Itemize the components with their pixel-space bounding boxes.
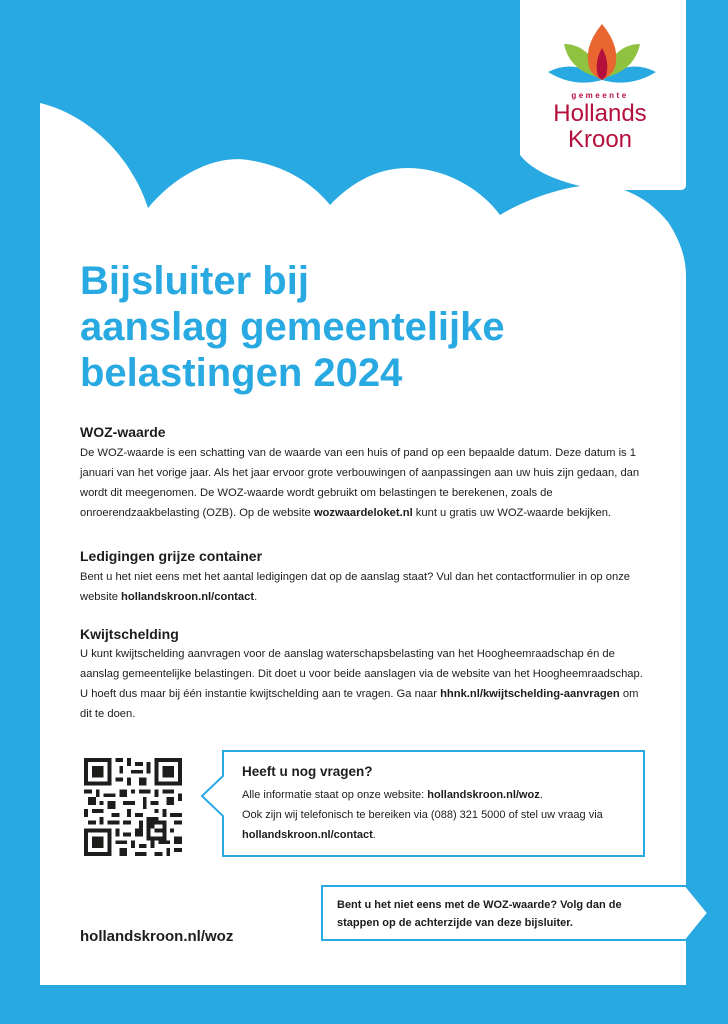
woz-arrow-box-text: Bent u het niet eens met de WOZ-waarde? Volg dan de stappen op de achterzijde van deze bijsluiter. — [337, 899, 622, 929]
qr-code-icon[interactable] — [84, 758, 182, 856]
body-text: . — [254, 591, 258, 603]
body-text: U kunt kwijtschelding aanvragen voor de aanslag waterschapsbelasting van het Hoogheemraadschap én de aanslag gemeentelijke belastingen. Dit doet u voor beide aanslagen via de website van het Hoogheemraadschap. U hoeft dus maar bij één instantie kwijtschelding aan te vragen. Ga naar — [80, 648, 643, 700]
section-heading-kwijtschelding: Kwijtschelding — [80, 626, 179, 642]
section-body-kwijtschelding — [80, 644, 650, 724]
logo-word-kroon: Kroon — [567, 126, 633, 153]
body-text: Alle informatie staat op onze website: — [242, 789, 428, 801]
tulip-logo-icon — [546, 22, 658, 92]
title-line: belastingen 2024 — [80, 351, 403, 395]
body-text: kunt u gratis uw WOZ-waarde bekijken. — [412, 507, 612, 519]
body-text: . — [539, 789, 543, 801]
title-line: Bijsluiter bij — [80, 259, 309, 303]
link-contact[interactable]: hollandskroon.nl/contact — [121, 591, 255, 603]
logo-top-word: gemeente — [571, 91, 629, 100]
body-text: . — [372, 829, 376, 841]
section-heading-ledigingen: Ledigingen grijze container — [80, 548, 263, 564]
section-heading-woz: WOZ-waarde — [80, 424, 166, 440]
title-line: aanslag gemeentelijke — [80, 305, 505, 349]
section-body-ledigingen — [80, 567, 650, 607]
body-text: Bent u het niet eens met het aantal ledigingen dat op de aanslag staat? Vul dan het contactformulier in op onze website — [80, 571, 631, 603]
section-body-woz — [80, 443, 650, 523]
page-title — [80, 258, 640, 396]
questions-title: Heeft u nog vragen? — [242, 764, 373, 779]
body-text: Ook zijn wij telefonisch te bereiken via (088) 321 5000 of stel uw vraag via — [242, 809, 603, 821]
questions-callout — [242, 764, 637, 845]
link-hhnk[interactable]: hhnk.nl/kwijtschelding-aanvragen — [440, 688, 620, 700]
link-wozwaardeloket[interactable]: wozwaardeloket.nl — [313, 507, 413, 519]
link-hollandskroon-contact[interactable]: hollandskroon.nl/contact — [242, 829, 373, 841]
body-text: De WOZ-waarde is een schatting van de waarde van een huis of pand op een bepaalde datum. Deze datum is 1 januari van het vorige jaar. Als het jaar ervoor grote verbouwingen of aanpassingen aan uw huis zijn gedaan, dan wordt dit meegenomen. De WOZ-waarde wordt gebruikt om belastingen te berekenen, zoals de onroerendzaakbelasting (OZB). Op de website — [80, 447, 640, 519]
questions-line-website — [242, 785, 637, 805]
footer-url[interactable]: hollandskroon.nl/woz — [80, 928, 234, 945]
logo-word-hollands: Hollands — [553, 100, 647, 127]
link-hollandskroon-woz[interactable]: hollandskroon.nl/woz — [427, 789, 540, 801]
questions-line-phone — [242, 805, 637, 845]
body-text: om dit te doen. — [80, 688, 639, 720]
